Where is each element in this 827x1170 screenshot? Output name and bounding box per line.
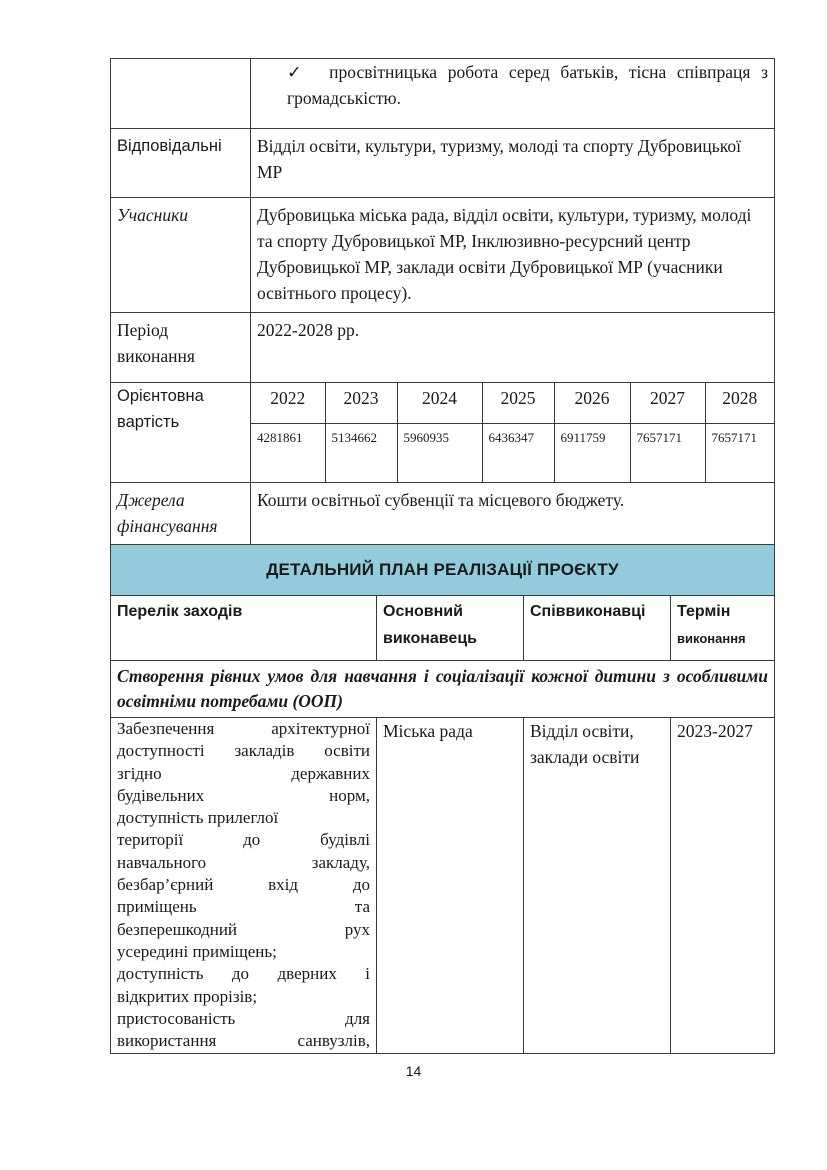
header-co-executors: Співвиконавці — [524, 596, 671, 661]
project-info-table — [110, 58, 775, 550]
cost-value-cell: 7657171 — [630, 424, 705, 483]
cost-value-cell: 5960935 — [397, 424, 482, 483]
header-measures: Перелік заходів — [111, 596, 377, 661]
header-term-line1: Термін — [677, 603, 731, 620]
responsible-label: Відповідальні — [111, 129, 251, 198]
responsible-value: Відділ освіти, культури, туризму, молоді та спорту Дубровицької МР — [251, 129, 775, 198]
checkmark-icon: ✓ — [287, 62, 308, 82]
intro-row — [111, 59, 775, 129]
measure-line: безперешкодний рух — [117, 919, 370, 939]
measure-line: використання санвузлів, — [117, 1031, 370, 1051]
year-cell: 2023 — [325, 383, 397, 424]
year-cell: 2024 — [397, 383, 482, 424]
participants-value: Дубровицька міська рада, відділ освіти, культури, туризму, молоді та спорту Дубровицької МР, Інклюзивно-ресурсний центр Дубровицької МР, заклади освіти Дубровицької МР (учасники освітнього процесу). — [251, 198, 775, 313]
measure-line: доступність прилеглої — [117, 808, 279, 828]
header-executor: Основний виконавець — [377, 596, 524, 661]
cost-grid-cell — [251, 383, 775, 483]
cost-value-cell: 5134662 — [325, 424, 397, 483]
measure-line: навчального закладу, — [117, 852, 370, 872]
section-row — [111, 661, 775, 718]
sources-row — [111, 483, 775, 550]
participants-label: Учасники — [111, 198, 251, 313]
responsible-row — [111, 129, 775, 198]
participants-row — [111, 198, 775, 313]
page-number: 14 — [405, 1063, 422, 1079]
plan-row — [111, 718, 775, 1054]
cost-value-row — [251, 424, 774, 483]
cost-value-cell: 7657171 — [705, 424, 774, 483]
cost-by-year-table — [251, 383, 774, 482]
measure-line: Забезпечення архітектурної — [117, 719, 370, 738]
measure-line: доступність до дверних і — [117, 964, 370, 984]
executor-cell: Міська рада — [377, 718, 524, 1054]
measure-line: будівельних норм, — [117, 785, 370, 805]
plan-header-row — [111, 596, 775, 661]
measure-line: пристосованість для — [117, 1008, 370, 1028]
measure-line: усередині приміщень; — [117, 941, 277, 961]
period-value: 2022-2028 рр. — [251, 313, 775, 383]
term-cell: 2023-2027 — [671, 718, 775, 1054]
co-executors-cell: Відділ освіти, заклади освіти — [524, 718, 671, 1054]
year-cell: 2027 — [630, 383, 705, 424]
header-term — [671, 596, 775, 661]
measure-cell — [111, 718, 377, 1054]
detailed-plan-table — [110, 544, 775, 1054]
section-title: Створення рівних умов для навчання і соціалізації кожної дитини з особливими освітніми потребами (ООП) — [111, 661, 775, 718]
header-term-line2: виконання — [677, 631, 746, 646]
year-cell: 2028 — [705, 383, 774, 424]
year-cell: 2022 — [270, 388, 306, 408]
measure-line: території до будівлі — [117, 830, 370, 850]
cost-row — [111, 383, 775, 483]
plan-title: ДЕТАЛЬНИЙ ПЛАН РЕАЛІЗАЦІЇ ПРОЄКТУ — [111, 545, 775, 596]
plan-banner-row — [111, 545, 775, 596]
year-header-row — [251, 383, 774, 424]
measure-line: приміщень та — [117, 897, 370, 917]
intro-bullet-text: просвітницька робота серед батьків, тісна співпраця з громадськістю. — [287, 62, 769, 108]
intro-cell — [251, 59, 775, 129]
sources-value: Кошти освітньої субвенції та місцевого бюджету. — [251, 483, 775, 550]
empty-label-cell — [111, 59, 251, 129]
year-cell: 2026 — [554, 383, 630, 424]
cost-value-cell: 4281861 — [251, 424, 325, 483]
cost-label: Орієнтовна вартість — [111, 383, 251, 483]
measure-text — [117, 718, 370, 1052]
measure-line: безбар’єрний вхід до — [117, 875, 370, 895]
period-row — [111, 313, 775, 383]
cost-value-cell: 6436347 — [482, 424, 554, 483]
sources-label: Джерела фінансування — [111, 483, 251, 550]
measure-line: згідно державних — [117, 763, 370, 783]
measure-line: доступності закладів освіти — [117, 741, 370, 761]
cost-value-cell: 6911759 — [554, 424, 630, 483]
measure-line: відкритих прорізів; — [117, 986, 258, 1006]
period-label: Період виконання — [111, 313, 251, 383]
year-cell: 2025 — [482, 383, 554, 424]
